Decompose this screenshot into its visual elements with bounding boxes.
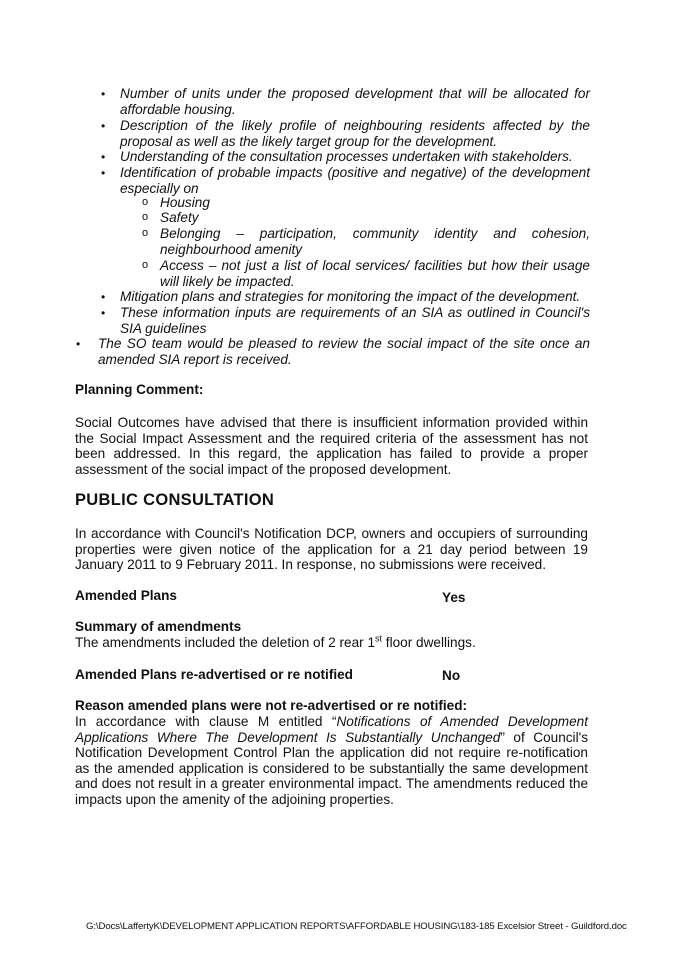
reason-text-italic: Notifications of Amended Development Applications Where The Development Is Substantially Unchanged	[75, 714, 588, 745]
sub-bullet-marker: o	[142, 259, 149, 271]
reason-body	[75, 714, 588, 807]
summary-text	[75, 635, 588, 651]
readvertised-label: Amended Plans re-advertised or re notified	[75, 667, 353, 682]
summary-heading: Summary of amendments	[75, 619, 242, 634]
reason-text-end: ” of Council's Notification Development Control Plan the application did not require re-notification as the amended application is considered to be substantially the same development and does not result in a greater environmental impact. The amendments reduced the impacts upon the amenity of the adjoining properties.	[75, 729, 588, 807]
public-consultation-body: In accordance with Council's Notification DCP, owners and occupiers of surrounding properties were given notice of the application for a 21 day period between 19 January 2011 to 9 February 2011. In response, no submissions were received.	[75, 526, 588, 572]
bullet-item-impacts: Identification of probable impacts (positive and negative) of the development especially on	[120, 165, 590, 196]
sub-bullet-belonging: Belonging – participation, community identity and cohesion, neighbourhood amenity	[160, 226, 590, 257]
sub-bullet-safety: Safety	[160, 210, 199, 225]
bullet-item-requirements: These information inputs are requirements of an SIA as outlined in Council's SIA guidelines	[120, 305, 590, 336]
bullet-item-mitigation: Mitigation plans and strategies for monitoring the impact of the development.	[120, 289, 581, 304]
bullet-marker: •	[101, 87, 106, 101]
sub-bullet-access: Access – not just a list of local services/ facilities but how their usage will likely be impacted.	[160, 258, 590, 289]
summary-superscript: st	[375, 633, 383, 644]
amended-plans-value: Yes	[442, 590, 466, 605]
bullet-marker: •	[101, 166, 106, 180]
public-consultation-heading: PUBLIC CONSULTATION	[75, 491, 275, 509]
planning-comment-heading: Planning Comment:	[75, 382, 204, 397]
summary-text-start: The amendments included the deletion of 2 rear 1	[75, 635, 376, 650]
planning-comment-body: Social Outcomes have advised that there is insufficient information provided within the Social Impact Assessment and the required criteria of the assessment has not been addressed. In this regard, the application has failed to provide a proper assessment of the social impact of the proposed development.	[75, 415, 588, 477]
bullet-item-units: Number of units under the proposed development that will be allocated for affordable housing.	[120, 86, 590, 117]
reason-text-start: In accordance with clause M entitled “	[75, 714, 337, 729]
sub-bullet-marker: o	[142, 227, 149, 239]
outer-bullet-review: The SO team would be pleased to review the social impact of the site once an amended SIA report is received.	[98, 336, 590, 367]
reason-heading: Reason amended plans were not re-advertised or re notified:	[75, 698, 468, 713]
amended-plans-label: Amended Plans	[75, 588, 177, 603]
bullet-item-consultation: Understanding of the consultation processes undertaken with stakeholders.	[120, 149, 573, 164]
footer-file-path: G:\Docs\LaffertyK\DEVELOPMENT APPLICATION REPORTS\AFFORDABLE HOUSING\183-185 Excelsior Street - Guildford.doc	[86, 921, 627, 932]
sub-bullet-housing: Housing	[160, 195, 210, 210]
bullet-item-profile: Description of the likely profile of neighbouring residents affected by the proposal as well as the likely target group for the development.	[120, 118, 590, 149]
bullet-marker: •	[76, 337, 81, 351]
sub-bullet-marker: o	[142, 196, 149, 208]
bullet-marker: •	[101, 290, 106, 304]
summary-text-end: floor dwellings.	[382, 635, 476, 650]
sub-bullet-marker: o	[142, 211, 149, 223]
bullet-marker: •	[101, 119, 106, 133]
bullet-marker: •	[101, 306, 106, 320]
readvertised-value: No	[442, 668, 461, 683]
bullet-marker: •	[101, 150, 106, 164]
